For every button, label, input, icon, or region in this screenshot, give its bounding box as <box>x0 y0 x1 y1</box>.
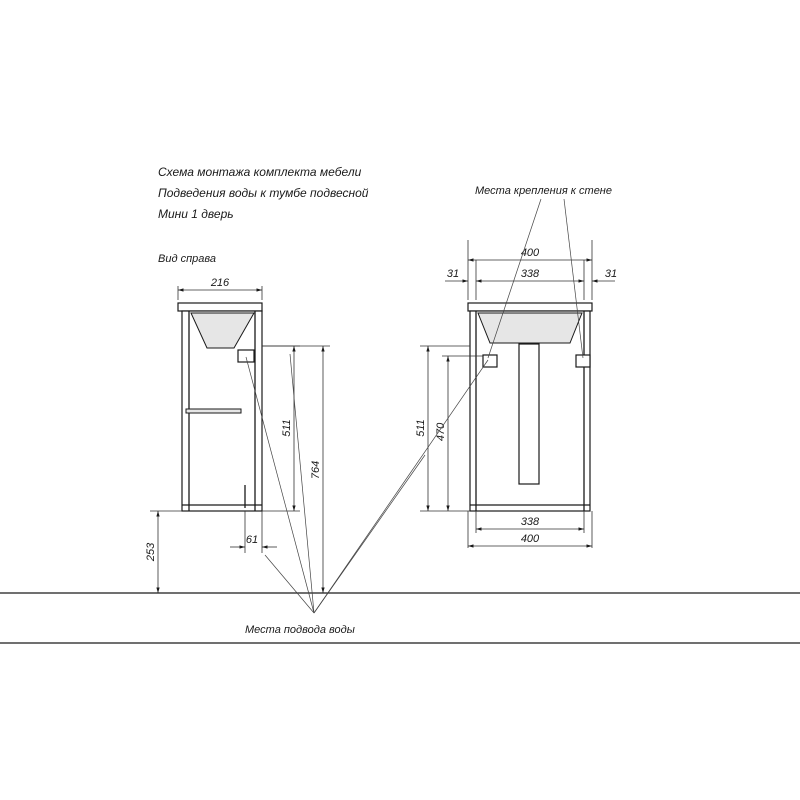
dim-front-top-338-text: 338 <box>520 268 540 280</box>
dim-front-right-31-text: 31 <box>604 268 618 280</box>
front-sink-bowl <box>478 313 582 343</box>
dim-front-bottom-400-text: 400 <box>520 533 540 545</box>
front-bracket-left <box>483 355 497 367</box>
mounting-points-label: Места крепления к стене <box>475 185 612 197</box>
side-wall-bracket <box>238 350 254 362</box>
drain-pipe <box>519 344 539 484</box>
water-points-label: Места подвода воды <box>245 624 355 636</box>
side-countertop <box>178 303 262 311</box>
side-view <box>145 277 330 593</box>
dim-front-470-text: 470 <box>435 422 447 442</box>
title-line-3: Мини 1 дверь <box>158 207 234 221</box>
dim-side-764-text: 764 <box>310 460 322 480</box>
water-leader-5 <box>314 360 488 613</box>
front-view <box>415 240 617 548</box>
dim-floor-253-text: 253 <box>145 542 157 562</box>
water-callout <box>245 354 488 636</box>
side-view-label: Вид справа <box>158 253 216 265</box>
dim-front-top-400-text: 400 <box>520 247 540 259</box>
front-countertop <box>468 303 592 311</box>
title-line-2: Подведения воды к тумбе подвесной <box>158 186 369 200</box>
title-block <box>158 165 369 221</box>
dim-front-511-text: 511 <box>415 419 427 437</box>
side-shelf <box>186 409 241 413</box>
dim-side-511-text: 511 <box>281 419 293 437</box>
dim-front-left-31-text: 31 <box>446 268 460 280</box>
title-line-1: Схема монтажа комплекта мебели <box>158 165 362 179</box>
dim-side-61-text: 61 <box>245 534 259 546</box>
dim-side-width-text: 216 <box>210 277 230 289</box>
dim-front-bottom-338-text: 338 <box>520 516 540 528</box>
